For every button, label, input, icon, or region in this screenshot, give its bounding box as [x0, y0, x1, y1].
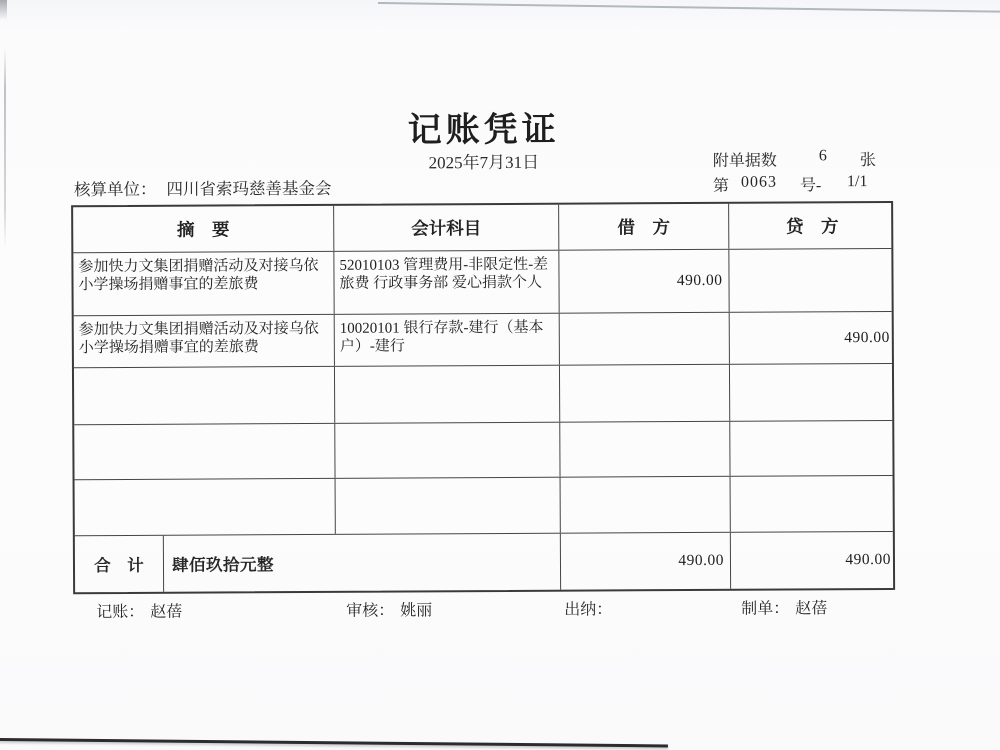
- cell-credit: [730, 476, 897, 532]
- summary-text: 参加快力文集团捐赠活动及对接乌依小学操场捐赠事宜的差旅费: [78, 257, 319, 294]
- voucher-number-suffix: 号-: [799, 177, 822, 195]
- cell-credit: [729, 364, 896, 421]
- cell-credit: [728, 249, 895, 312]
- preparer-label: 制单：: [741, 600, 790, 618]
- summary-text: 参加快力文集团捐赠活动及对接乌依小学操场捐赠事宜的差旅费: [78, 320, 319, 357]
- header-debit: 借 方: [558, 204, 728, 250]
- signature-reviewer: [346, 597, 432, 620]
- table-row: [74, 420, 892, 479]
- signature-row: [1, 594, 1000, 623]
- bookkeeper-name: 赵蓓: [150, 603, 183, 621]
- total-label: 合 计: [94, 555, 144, 576]
- total-amount-in-words: 肆佰玖拾元整: [163, 534, 560, 592]
- cell-credit: [729, 421, 896, 476]
- total-debit: 490.00: [560, 533, 730, 590]
- cell-summary: [75, 479, 335, 535]
- summary-text: [74, 367, 334, 375]
- voucher-number: 0063: [740, 173, 778, 191]
- table-row: [75, 475, 893, 535]
- cashier-label: 出纳：: [564, 601, 613, 619]
- cell-account: [334, 314, 559, 366]
- header-summary: 摘 要: [176, 219, 230, 240]
- cell-summary: [73, 252, 333, 315]
- signature-cashier: [564, 596, 618, 619]
- voucher-table: [71, 201, 895, 594]
- header-account: 会计科目: [333, 205, 558, 251]
- attachment-count-label: 附单据数: [712, 152, 777, 170]
- accounting-unit-label: 核算单位：: [73, 179, 157, 200]
- cell-account: [334, 366, 559, 423]
- cell-debit: [560, 477, 730, 533]
- cell-account: [334, 423, 559, 478]
- total-credit: 490.00: [730, 532, 897, 589]
- attachment-count-unit: 张: [859, 152, 876, 170]
- attachment-count-value: 6: [818, 147, 827, 165]
- summary-text: [75, 479, 335, 487]
- cell-account: [333, 251, 558, 314]
- cell-summary: [74, 315, 334, 367]
- bookkeeper-label: 记账：: [96, 603, 145, 622]
- signature-preparer: [741, 595, 827, 618]
- account-text: 52010103 管理费用-非限定性-差旅费 行政事务部 爱心捐款个人: [339, 256, 549, 292]
- accounting-unit-row: [74, 175, 332, 200]
- table-row: [74, 363, 892, 424]
- signature-bookkeeper: [96, 599, 182, 622]
- cell-debit: [559, 422, 729, 477]
- cell-debit: 490.00: [558, 250, 728, 313]
- summary-text: [74, 424, 334, 432]
- table-total-row: [75, 531, 893, 592]
- cell-credit: 490.00: [729, 312, 896, 364]
- account-text: 10020101 银行存款-建行（基本户）-建行: [339, 319, 544, 355]
- cell-debit: [559, 313, 729, 365]
- cell-summary: [74, 367, 334, 424]
- table-row: [74, 311, 892, 367]
- voucher-page-indicator: 1/1: [846, 173, 868, 191]
- reviewer-label: 审核：: [346, 602, 395, 620]
- voucher-title: 记账凭证: [407, 111, 560, 150]
- accounting-unit-value: 四川省索玛慈善基金会: [166, 178, 332, 199]
- cell-debit: [559, 365, 729, 422]
- cell-account: [335, 478, 560, 534]
- reviewer-name: 姚丽: [400, 602, 433, 620]
- account-text: [335, 366, 559, 374]
- account-text: [336, 478, 560, 486]
- table-header-row: [73, 203, 891, 252]
- header-credit: 贷 方: [728, 203, 895, 249]
- cell-summary: [74, 424, 334, 479]
- preparer-name: 赵蓓: [795, 600, 828, 618]
- account-text: [335, 423, 559, 431]
- table-row: [73, 248, 891, 315]
- voucher-number-prefix: 第: [712, 177, 730, 195]
- voucher-date: 2025年7月31日: [428, 152, 540, 173]
